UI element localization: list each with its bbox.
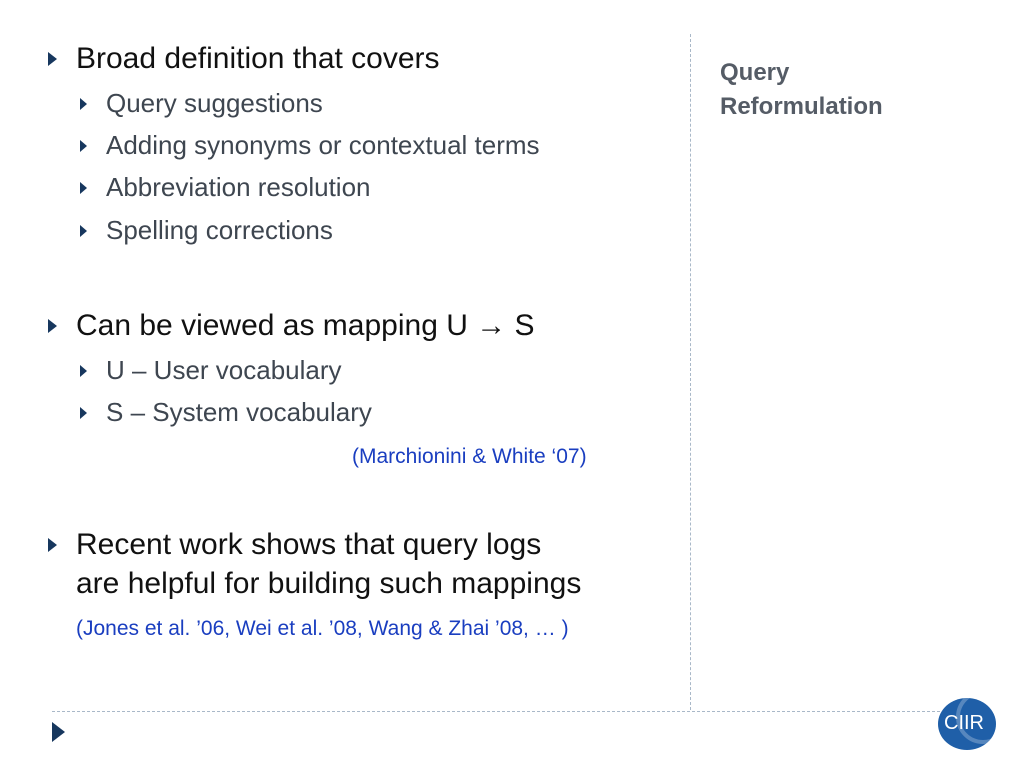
sub-bullet-icon (80, 407, 87, 419)
bullet-icon (48, 319, 57, 333)
sub-bullet-icon (80, 98, 87, 110)
slide-title-line2: Reformulation (720, 93, 883, 120)
section1-heading: Broad definition that covers (76, 42, 440, 75)
horizontal-divider (52, 711, 940, 712)
section1-item: Adding synonyms or contextual terms (106, 130, 540, 160)
citation-marchionini: (Marchionini & White ‘07) (352, 445, 587, 468)
sub-bullet-icon (80, 225, 87, 237)
logo-text: CIIR (944, 712, 984, 734)
next-slide-arrow-icon[interactable] (52, 722, 65, 742)
vertical-divider (690, 34, 691, 710)
section2-item: U – User vocabulary (106, 355, 342, 385)
slide-title-line1: Query (720, 59, 790, 86)
citation-references: (Jones et al. ’06, Wei et al. ’08, Wang & Zhai ’08, … ) (76, 617, 569, 640)
section3-heading-line1: Recent work shows that query logs (76, 528, 542, 561)
section1-item: Query suggestions (106, 88, 323, 118)
sub-bullet-icon (80, 182, 87, 194)
ciir-logo (938, 698, 996, 750)
bullet-icon (48, 538, 57, 552)
section1-item: Spelling corrections (106, 215, 333, 245)
sub-bullet-icon (80, 140, 87, 152)
section2-heading: Can be viewed as mapping U → S (76, 309, 535, 342)
section1-item: Abbreviation resolution (106, 172, 371, 202)
slide-title (720, 56, 960, 124)
section3-heading-line2: are helpful for building such mappings (76, 567, 582, 600)
sub-bullet-icon (80, 365, 87, 377)
section2-item: S – System vocabulary (106, 397, 372, 427)
bullet-icon (48, 52, 57, 66)
